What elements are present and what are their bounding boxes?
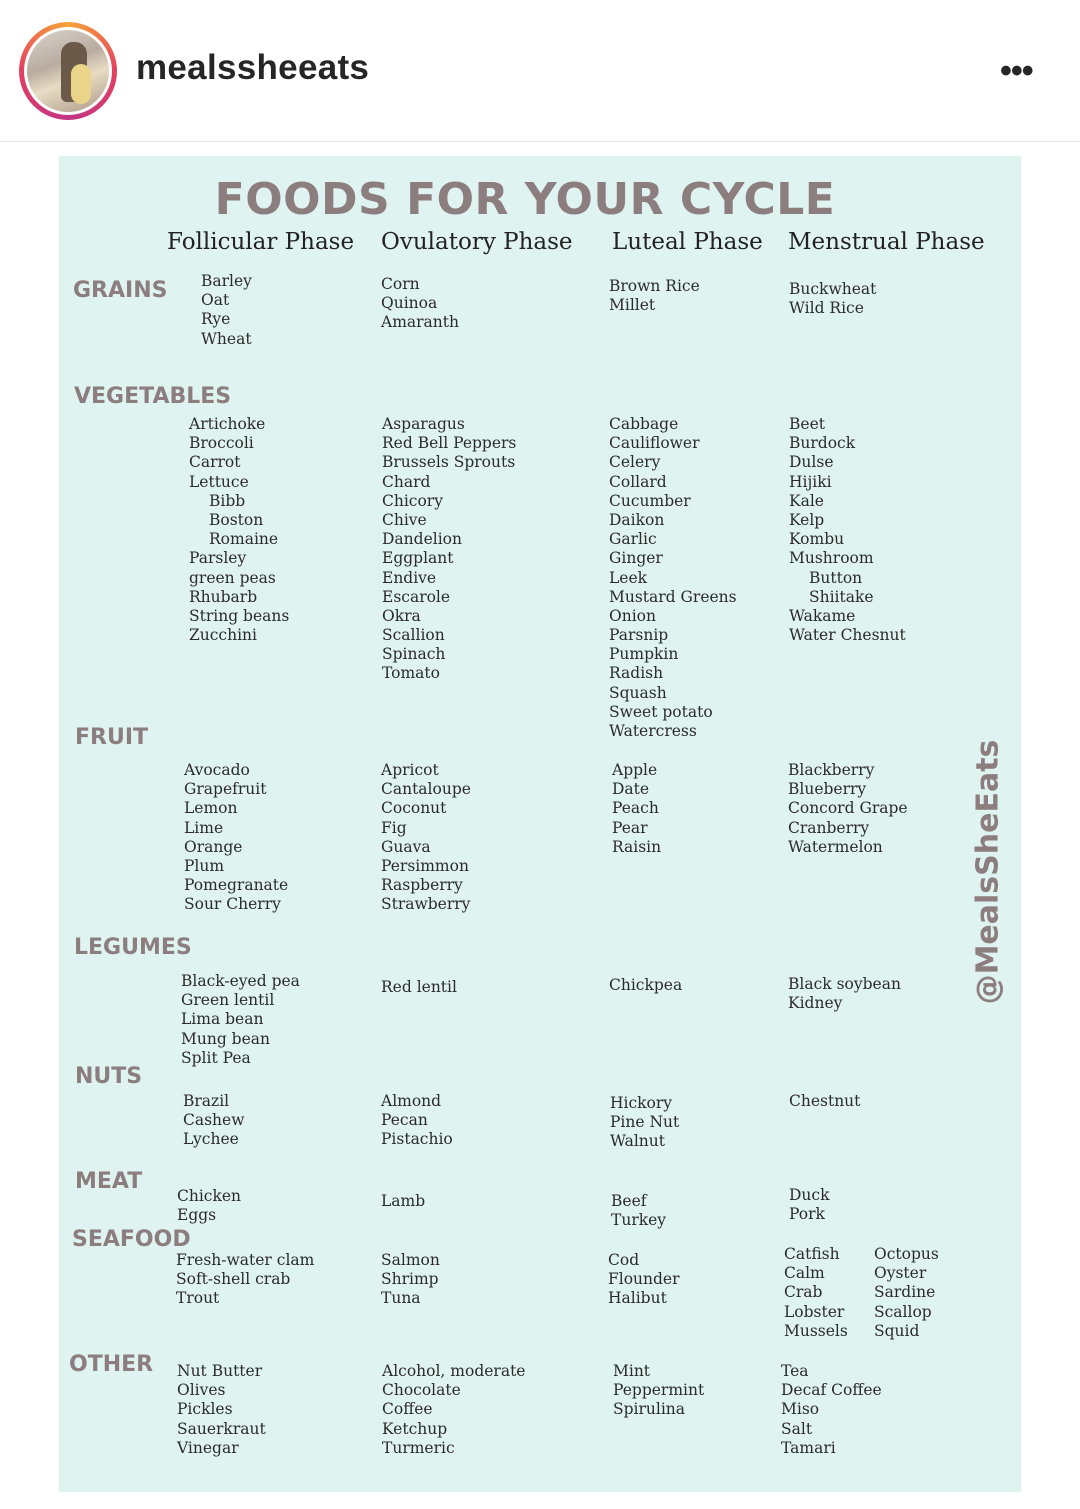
list-item: Beet xyxy=(789,415,825,433)
list-item: Oat xyxy=(201,291,230,310)
list-item: Tuna xyxy=(381,1289,421,1308)
list-item: Duck xyxy=(789,1186,830,1204)
list-item: Spirulina xyxy=(613,1400,686,1419)
list-item: Eggs xyxy=(177,1206,217,1225)
list-item: Watermelon xyxy=(788,837,883,856)
list-item: Sauerkraut xyxy=(177,1419,266,1438)
avatar-person-2 xyxy=(71,64,91,104)
list-item: Wild Rice xyxy=(789,299,864,318)
list-item: Calm xyxy=(784,1264,825,1283)
legumes-ovulatory-list xyxy=(381,978,457,997)
list-item: Soft-shell crab xyxy=(176,1270,291,1289)
list-item: Hijiki xyxy=(789,472,832,491)
list-item: Scallop xyxy=(874,1302,932,1321)
phase-header-luteal: Luteal Phase xyxy=(612,229,763,255)
list-item: Date xyxy=(612,780,650,799)
list-item: Cranberry xyxy=(788,818,870,837)
legumes-luteal-list xyxy=(609,976,682,995)
list-item: Okra xyxy=(382,606,421,625)
other-ovulatory-list xyxy=(382,1362,525,1458)
list-item: Alcohol, moderate xyxy=(382,1362,526,1380)
list-item: Quinoa xyxy=(381,294,438,313)
avatar-image xyxy=(24,27,112,115)
legumes-follicular-list xyxy=(181,972,300,1068)
list-item: Walnut xyxy=(610,1132,665,1151)
list-item: Turmeric xyxy=(382,1438,455,1457)
list-item: Decaf Coffee xyxy=(781,1381,882,1400)
meat-luteal-list xyxy=(611,1192,666,1230)
list-item: Blueberry xyxy=(788,780,867,799)
list-item: Black-eyed pea xyxy=(181,972,300,990)
list-item: Strawberry xyxy=(381,895,471,914)
list-item: Crab xyxy=(784,1283,823,1302)
list-item: Grapefruit xyxy=(184,780,267,799)
list-item: Lamb xyxy=(381,1192,426,1210)
list-item: Lobster xyxy=(784,1302,845,1321)
list-item: Orange xyxy=(184,837,243,856)
list-item: Black soybean xyxy=(788,975,901,993)
list-item: Pumpkin xyxy=(609,645,679,664)
list-item: Garlic xyxy=(609,530,657,549)
nuts-follicular-list xyxy=(183,1092,244,1150)
list-subitem: Button xyxy=(809,568,863,587)
post-header xyxy=(0,0,1080,142)
list-item: Guava xyxy=(381,837,431,856)
list-item: Pork xyxy=(789,1205,825,1224)
list-item: Brussels Sprouts xyxy=(382,453,516,472)
list-item: Chicken xyxy=(177,1187,242,1205)
vegetables-menstrual-list xyxy=(789,415,906,645)
list-item: Asparagus xyxy=(382,415,465,433)
list-item: Turkey xyxy=(611,1211,667,1230)
list-item: Nut Butter xyxy=(177,1362,263,1380)
list-item: Chard xyxy=(382,472,431,491)
list-item: Carrot xyxy=(189,453,241,472)
list-item: Salmon xyxy=(381,1251,440,1269)
watermark-handle xyxy=(964,734,1012,1009)
list-item: Blackberry xyxy=(788,761,875,779)
post-image-infographic xyxy=(59,156,1021,1492)
vegetables-follicular-list xyxy=(189,415,289,645)
list-item: Tea xyxy=(781,1362,809,1380)
fruit-luteal-list xyxy=(612,761,661,857)
list-item: Salt xyxy=(781,1419,813,1438)
legumes-menstrual-list xyxy=(788,975,901,1013)
list-item: Cod xyxy=(608,1251,640,1269)
meat-ovulatory-list xyxy=(381,1192,425,1211)
list-item: Apple xyxy=(612,761,658,779)
fruit-follicular-list xyxy=(184,761,288,915)
list-item: Collard xyxy=(609,472,667,491)
list-item: Rye xyxy=(201,310,231,329)
list-item: Cauliflower xyxy=(609,434,700,453)
list-item: Chickpea xyxy=(609,976,683,994)
list-item: Plum xyxy=(184,856,225,875)
list-item: Coffee xyxy=(382,1400,433,1419)
meat-follicular-list xyxy=(177,1187,241,1225)
list-item: Leek xyxy=(609,568,648,587)
seafood-ovulatory-list xyxy=(381,1251,440,1309)
list-item: Split Pea xyxy=(181,1048,251,1067)
list-item: Radish xyxy=(609,664,664,683)
list-item: Flounder xyxy=(608,1270,680,1289)
list-item: Miso xyxy=(781,1400,820,1419)
list-item: Fresh-water clam xyxy=(176,1251,315,1269)
list-item: Kombu xyxy=(789,530,845,549)
list-item: Cashew xyxy=(183,1111,245,1130)
list-item: Pine Nut xyxy=(610,1113,680,1132)
list-subitem: Shiitake xyxy=(809,587,874,606)
grains-follicular-list xyxy=(201,272,252,349)
list-item: Buckwheat xyxy=(789,280,877,298)
list-subitem: Bibb xyxy=(209,491,246,510)
list-item: Corn xyxy=(381,275,420,293)
list-item: Concord Grape xyxy=(788,799,908,818)
seafood-luteal-list xyxy=(608,1251,680,1309)
list-item: Amaranth xyxy=(381,313,459,332)
list-item: Artichoke xyxy=(189,415,266,433)
list-item: Hickory xyxy=(610,1094,673,1112)
list-item: Brazil xyxy=(183,1092,230,1110)
list-item: Burdock xyxy=(789,434,856,453)
list-item: Lemon xyxy=(184,799,238,818)
list-item: Lettuce xyxy=(189,472,249,491)
list-item: Broccoli xyxy=(189,434,254,453)
list-item: Raisin xyxy=(612,837,662,856)
list-item: Lima bean xyxy=(181,1010,264,1029)
list-item: Lime xyxy=(184,818,224,837)
list-item: Shrimp xyxy=(381,1270,439,1289)
list-item: Dulse xyxy=(789,453,834,472)
grains-luteal-list xyxy=(609,277,700,315)
list-item: Catfish xyxy=(784,1245,840,1263)
list-item: Chocolate xyxy=(382,1381,461,1400)
infographic-title: FOODS FOR YOUR CYCLE xyxy=(214,174,836,225)
list-item: Water Chesnut xyxy=(789,626,906,645)
list-item: Pickles xyxy=(177,1400,233,1419)
list-item: Avocado xyxy=(184,761,250,779)
grains-menstrual-list xyxy=(789,280,876,318)
list-item: Cabbage xyxy=(609,415,679,433)
list-item: Oyster xyxy=(874,1264,927,1283)
category-meat: MEAT xyxy=(75,1169,143,1194)
list-item: Zucchini xyxy=(189,626,257,645)
meat-menstrual-list xyxy=(789,1186,829,1224)
phase-header-menstrual: Menstrual Phase xyxy=(788,229,985,255)
nuts-luteal-list xyxy=(610,1094,679,1152)
list-item: Cucumber xyxy=(609,491,691,510)
vegetables-luteal-list xyxy=(609,415,737,741)
list-item: Raspberry xyxy=(381,876,463,895)
category-grains: GRAINS xyxy=(73,278,168,303)
list-item: Sardine xyxy=(874,1283,936,1302)
list-item: Watercress xyxy=(609,722,697,740)
list-item: Fig xyxy=(381,818,407,837)
list-item: Celery xyxy=(609,453,661,472)
list-item: Escarole xyxy=(382,587,451,606)
list-item: Lychee xyxy=(183,1130,239,1149)
list-item: green peas xyxy=(189,568,276,587)
list-item: Kelp xyxy=(789,510,825,529)
list-item: Chestnut xyxy=(789,1092,861,1110)
phase-header-follicular: Follicular Phase xyxy=(167,229,355,255)
list-item: Peppermint xyxy=(613,1381,705,1400)
list-item: Trout xyxy=(176,1289,220,1308)
list-item: Mustard Greens xyxy=(609,587,737,606)
list-subitem: Boston xyxy=(209,510,264,529)
list-item: Dandelion xyxy=(382,530,462,549)
vegetables-ovulatory-list xyxy=(382,415,516,684)
list-item: Mussels xyxy=(784,1321,848,1340)
other-luteal-list xyxy=(613,1362,704,1420)
list-item: Ketchup xyxy=(382,1419,448,1438)
seafood-menstrual-list-a xyxy=(784,1245,848,1341)
list-item: Kidney xyxy=(788,994,843,1013)
list-item: Mint xyxy=(613,1362,651,1380)
list-item: Barley xyxy=(201,272,252,290)
list-item: Cantaloupe xyxy=(381,780,471,799)
list-item: Pear xyxy=(612,818,648,837)
list-item: Pistachio xyxy=(381,1130,453,1149)
list-item: Pomegranate xyxy=(184,876,289,895)
list-item: Almond xyxy=(381,1092,442,1110)
list-item: Red lentil xyxy=(381,978,457,996)
list-item: Persimmon xyxy=(381,856,469,875)
category-fruit: FRUIT xyxy=(75,725,149,750)
watermark-text: @MealsSheEats xyxy=(970,739,1006,1004)
list-item: Millet xyxy=(609,296,656,315)
grains-ovulatory-list xyxy=(381,275,459,333)
list-item: Endive xyxy=(382,568,437,587)
list-item: Onion xyxy=(609,606,656,625)
list-item: Ginger xyxy=(609,549,663,568)
list-item: Green lentil xyxy=(181,991,275,1010)
phase-header-ovulatory: Ovulatory Phase xyxy=(381,229,573,255)
list-item: Coconut xyxy=(381,799,447,818)
list-item: Mushroom xyxy=(789,549,874,568)
list-item: Scallion xyxy=(382,626,445,645)
list-item: Octopus xyxy=(874,1245,939,1263)
list-item: Wheat xyxy=(201,329,252,348)
list-item: Beef xyxy=(611,1192,647,1210)
category-vegetables: VEGETABLES xyxy=(74,384,232,409)
list-item: Parsley xyxy=(189,549,247,568)
list-item: Apricot xyxy=(381,761,439,779)
list-item: Vinegar xyxy=(177,1438,239,1457)
list-item: String beans xyxy=(189,606,290,625)
list-item: Mung bean xyxy=(181,1029,271,1048)
username-link[interactable]: mealssheeats xyxy=(136,48,370,87)
list-item: Eggplant xyxy=(382,549,454,568)
list-item: Squash xyxy=(609,683,667,702)
list-item: Tamari xyxy=(781,1438,836,1457)
list-item: Sweet potato xyxy=(609,702,713,721)
seafood-menstrual-list-b xyxy=(874,1245,939,1341)
list-item: Chicory xyxy=(382,491,443,510)
list-item: Pecan xyxy=(381,1111,428,1130)
category-other: OTHER xyxy=(69,1352,154,1377)
fruit-ovulatory-list xyxy=(381,761,471,915)
list-item: Red Bell Peppers xyxy=(382,434,517,453)
list-item: Halibut xyxy=(608,1289,667,1308)
list-item: Rhubarb xyxy=(189,587,258,606)
list-item: Daikon xyxy=(609,510,665,529)
fruit-menstrual-list xyxy=(788,761,908,857)
list-item: Spinach xyxy=(382,645,446,664)
category-legumes: LEGUMES xyxy=(74,935,192,960)
nuts-ovulatory-list xyxy=(381,1092,453,1150)
list-item: Kale xyxy=(789,491,824,510)
list-item: Chive xyxy=(382,510,427,529)
list-subitem: Romaine xyxy=(209,530,279,549)
other-follicular-list xyxy=(177,1362,266,1458)
avatar-photo xyxy=(27,30,109,112)
more-options-icon[interactable]: ••• xyxy=(1000,52,1033,90)
category-nuts: NUTS xyxy=(75,1064,143,1089)
list-item: Parsnip xyxy=(609,626,669,645)
list-item: Olives xyxy=(177,1381,226,1400)
list-item: Peach xyxy=(612,799,659,818)
list-item: Tomato xyxy=(382,664,440,683)
list-item: Wakame xyxy=(789,606,856,625)
category-seafood: SEAFOOD xyxy=(72,1227,191,1252)
list-item: Sour Cherry xyxy=(184,895,281,914)
seafood-follicular-list xyxy=(176,1251,314,1309)
other-menstrual-list xyxy=(781,1362,882,1458)
list-item: Brown Rice xyxy=(609,277,700,295)
profile-avatar[interactable] xyxy=(19,22,117,120)
nuts-menstrual-list xyxy=(789,1092,860,1111)
list-item: Squid xyxy=(874,1321,920,1340)
